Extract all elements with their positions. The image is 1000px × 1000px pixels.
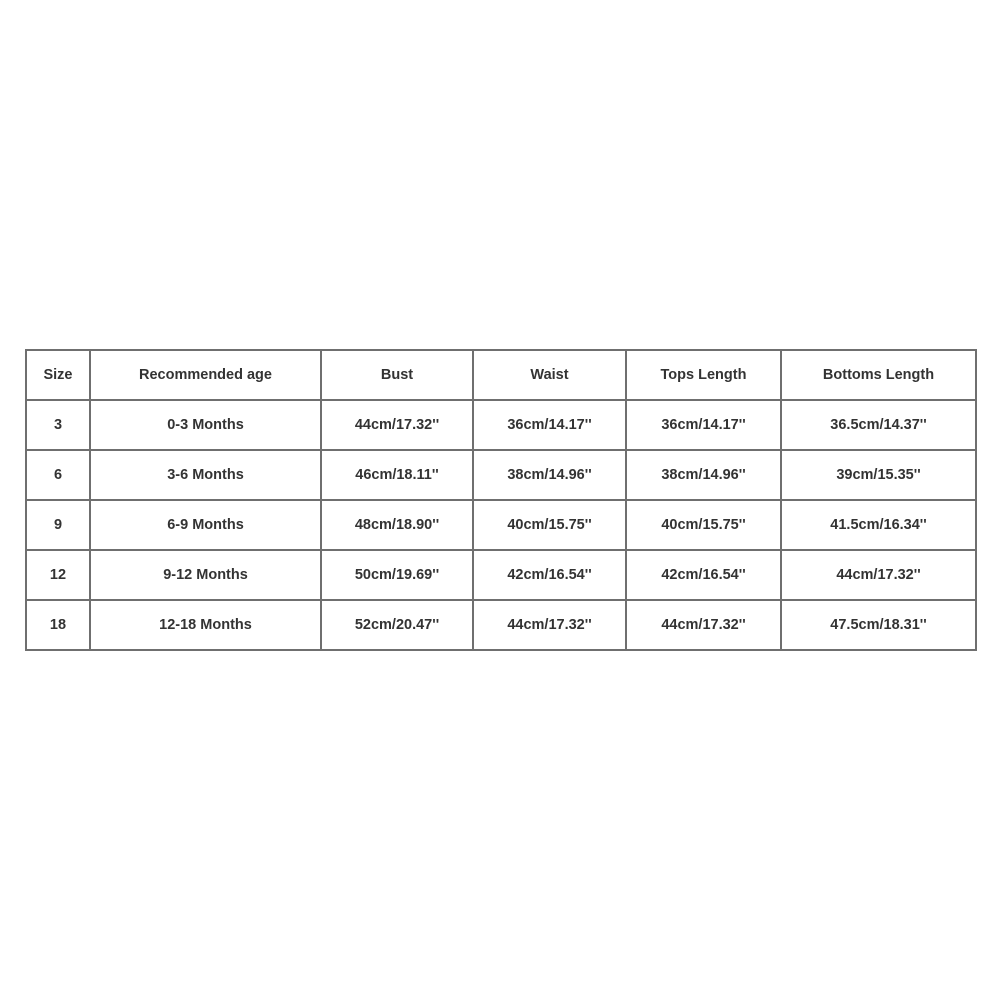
cell-bust: 52cm/20.47'': [321, 600, 473, 650]
cell-tops-length: 38cm/14.96'': [626, 450, 781, 500]
cell-recommended-age: 9-12 Months: [90, 550, 321, 600]
cell-bottoms-length: 47.5cm/18.31'': [781, 600, 976, 650]
table-header-row: [26, 350, 976, 400]
cell-waist: 40cm/15.75'': [473, 500, 626, 550]
cell-size: 3: [26, 400, 90, 450]
table-row: [26, 450, 976, 500]
header-tops-length: Tops Length: [626, 350, 781, 400]
cell-bust: 50cm/19.69'': [321, 550, 473, 600]
table-row: [26, 500, 976, 550]
cell-waist: 38cm/14.96'': [473, 450, 626, 500]
cell-size: 18: [26, 600, 90, 650]
cell-bottoms-length: 41.5cm/16.34'': [781, 500, 976, 550]
cell-waist: 44cm/17.32'': [473, 600, 626, 650]
cell-bust: 48cm/18.90'': [321, 500, 473, 550]
cell-bust: 46cm/18.11'': [321, 450, 473, 500]
cell-bust: 44cm/17.32'': [321, 400, 473, 450]
cell-recommended-age: 6-9 Months: [90, 500, 321, 550]
header-bottoms-length: Bottoms Length: [781, 350, 976, 400]
cell-size: 6: [26, 450, 90, 500]
cell-bottoms-length: 44cm/17.32'': [781, 550, 976, 600]
cell-tops-length: 42cm/16.54'': [626, 550, 781, 600]
cell-recommended-age: 3-6 Months: [90, 450, 321, 500]
cell-waist: 36cm/14.17'': [473, 400, 626, 450]
cell-size: 9: [26, 500, 90, 550]
cell-recommended-age: 0-3 Months: [90, 400, 321, 450]
table-row: [26, 600, 976, 650]
header-bust: Bust: [321, 350, 473, 400]
cell-bottoms-length: 36.5cm/14.37'': [781, 400, 976, 450]
cell-waist: 42cm/16.54'': [473, 550, 626, 600]
table-row: [26, 400, 976, 450]
cell-recommended-age: 12-18 Months: [90, 600, 321, 650]
header-waist: Waist: [473, 350, 626, 400]
cell-tops-length: 44cm/17.32'': [626, 600, 781, 650]
header-size: Size: [26, 350, 90, 400]
cell-tops-length: 36cm/14.17'': [626, 400, 781, 450]
table-row: [26, 550, 976, 600]
size-chart-table: [25, 349, 977, 651]
cell-tops-length: 40cm/15.75'': [626, 500, 781, 550]
cell-bottoms-length: 39cm/15.35'': [781, 450, 976, 500]
cell-size: 12: [26, 550, 90, 600]
header-recommended-age: Recommended age: [90, 350, 321, 400]
